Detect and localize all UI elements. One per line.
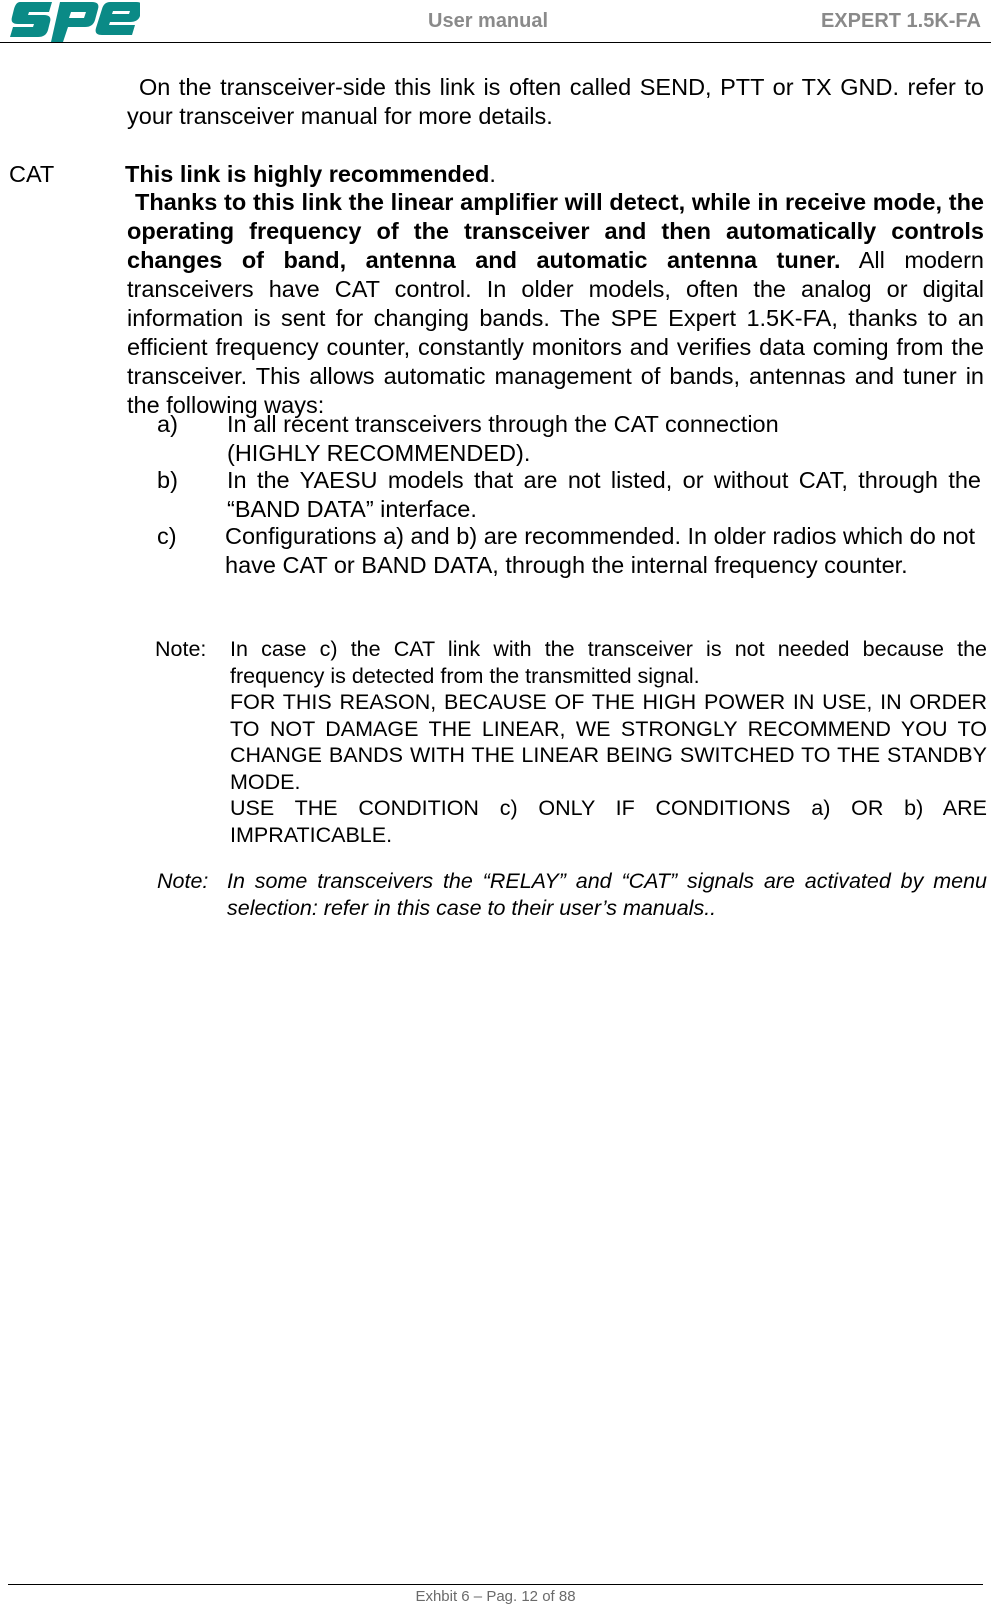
cat-section-title bbox=[125, 160, 982, 189]
cat-section-label: CAT bbox=[9, 161, 55, 187]
note-text: In some transceivers the “RELAY” and “CAT” signals are activated by menu selection: refer in this case to their user’s manuals.. bbox=[227, 869, 987, 920]
cat-title-bold: This link is highly recommended bbox=[125, 161, 490, 187]
list-marker: c) bbox=[157, 523, 177, 549]
note-text bbox=[230, 636, 987, 848]
cat-title-period: . bbox=[489, 161, 496, 187]
list-item-a-line2: (HIGHLY RECOMMENDED). bbox=[227, 440, 531, 466]
list-item-text: Configurations a) and b) are recommended. In older radios which do not have CAT or BAND DATA, through the internal frequency counter. bbox=[225, 523, 975, 578]
header-title: User manual bbox=[428, 10, 549, 32]
spe-logo bbox=[8, 0, 140, 42]
intro-paragraph: On the transceiver-side this link is often called SEND, PTT or TX GND. refer to your transceiver manual for more details. bbox=[127, 74, 984, 129]
page-header bbox=[0, 0, 991, 44]
page-footer: Exhbit 6 – Pag. 12 of 88 bbox=[415, 1588, 576, 1605]
cat-description-text: All modern transceivers have CAT control. In older models, often the analog or digital information is sent for changing bands. The SPE Expert 1.5K-FA, thanks to an efficient frequency counter, constantly monitors and verifies data coming from the transceiver. This allows automatic management of bands, antennas and tuner in the following ways: bbox=[127, 247, 984, 418]
header-product: EXPERT 1.5K-FA bbox=[820, 10, 981, 32]
footer-divider bbox=[8, 1584, 983, 1585]
note-label: Note: bbox=[155, 637, 207, 661]
list-marker: b) bbox=[157, 467, 178, 493]
note-paragraph-2: FOR THIS REASON, BECAUSE OF THE HIGH POWER IN USE, IN ORDER TO NOT DAMAGE THE LINEAR, WE STRONGLY RECOMMEND YOU TO CHANGE BANDS WITH THE LINEAR BEING SWITCHED TO THE STANDBY MODE. bbox=[230, 690, 987, 794]
list-marker: a) bbox=[157, 411, 178, 437]
list-item-text: In the YAESU models that are not listed, or without CAT, through the “BAND DATA” interface. bbox=[227, 467, 981, 522]
cat-description-bold: Thanks to this link the linear amplifier will detect, while in receive mode, the operating frequency of the transceiver and then automatically controls changes of band, antenna and automatic antenna tuner. bbox=[127, 189, 984, 273]
list-item-a-line1: In all recent transceivers through the CAT connection bbox=[227, 411, 779, 437]
list-item-text bbox=[227, 410, 981, 468]
note-paragraph-3: USE THE CONDITION c) ONLY IF CONDITIONS a) OR b) ARE IMPRATICABLE. bbox=[230, 796, 987, 847]
note-paragraph-1: In case c) the CAT link with the transceiver is not needed because the frequency is detected from the transmitted signal. bbox=[230, 637, 987, 688]
cat-description bbox=[127, 188, 984, 420]
header-divider bbox=[0, 42, 991, 43]
note-label: Note: bbox=[157, 869, 209, 893]
